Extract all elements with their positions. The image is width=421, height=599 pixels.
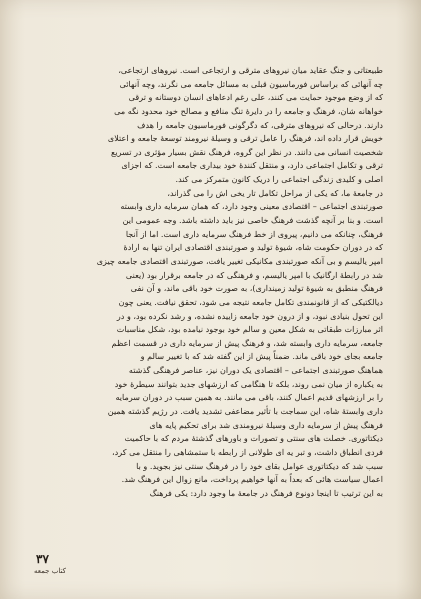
text-line: امپر یالیسم و بی آنکه صورتبندی مکانیکی تغییر یافت، صورتبندی اقتصادی جامعه چیزی <box>96 255 383 266</box>
text-line: سبب شد که دیکتاتوری عوامل بقای خود را در فرهنگ سنتی نیز بجوید. و با <box>136 460 383 471</box>
text-line: طبیعتاتی و جنگ عقاید میان نیروهای مترقی و ارتجاعی است. نیروهای ارتجاعی، <box>118 65 383 75</box>
text-line: صورتبندی اجتماعی – اقتصادی معینی وجود دارد، که همان سرمایه داری وابسته <box>120 201 383 212</box>
body-text <box>58 64 383 501</box>
text-line: اثر مبارزات طبقاتی به شکل معین و سالم خود بوجود نیامده بود، شکل مناسبات <box>116 324 383 335</box>
text-line: شد در رابطۀ ارگانیک با امپر یالیسم، و فرهنگی که در جامعه برقرار بود (یعنی <box>125 269 383 280</box>
text-line: به این ترتیب تا اینجا دونوع فرهنگ در جامعۀ ما وجود دارد: یکی فرهنگ <box>149 487 383 498</box>
text-line: چه آنهائی که براساس فورماسیون قبلی به مسائل جامعه می نگرند، وچه آنهائی <box>119 78 383 89</box>
text-line: دارند. درحالی که نیروهای مترقی، که دگرگونی فورماسیون جامعه را هدف <box>137 119 383 130</box>
text-line: است. و بنا بر آنچه گذشت فرهنگ خاصی نیز باید داشته باشد. وجه عمومی این <box>122 215 383 226</box>
text-line: در جامعۀ ما، که یکی از مراحل تکامل تار یخی اش را می گذراند، <box>167 187 383 198</box>
text-line: ترقی و تکامل اجتماعی دارد، و منتقل کنندۀ خود بیداری جامعه است. که اجزای <box>121 160 383 171</box>
text-line: اصلی و کلیدی زندگی اجتماعی را دریک کانون متمرکز می کند. <box>175 174 383 185</box>
text-line: که در دوران حکومت شاه، شیوۀ تولید و صورتبندی اقتصادی ایران تنها به ارادۀ <box>123 242 383 253</box>
text-line: جامعه بجای خود باقی ماند. ضمناً پیش از این گفته شد که با تغییر سالم و <box>140 351 383 362</box>
text-line: اعمال سیاست هائی که بعداً به آنها خواهیم پرداخت، مانع زوال این فرهنگ شد. <box>121 474 383 485</box>
text-line: دیالکتیکی که از قانونمندی تکامل جامعه نتیجه می شود، تحقق نیافت. یعنی چون <box>118 296 383 307</box>
text-line: داری وابستۀ شاه، این سماجت با تأثیر مضاعفی تشدید یافت. در رژیم گذشته همین <box>107 406 383 417</box>
text-line: که از وضع موجود حمایت می کنند، علی رغم ادعاهای انسان دوستانه و ترقی <box>128 92 383 103</box>
text-line: جامعه، سرمایه داری وابسته شد، و فرهنگ پیش از سرمایه داری در قسمت اعظم <box>111 337 383 348</box>
footer-signature: کتاب جمعه <box>34 567 66 575</box>
text-line: را بر ارزشهای قدیم اعمال کنند، باقی می مانند. به همین سبب در دوران سرمایه <box>115 392 383 403</box>
text-line: فرهنگ، چنانکه می دانیم، پیروی از خط فرهنگ سرمایه داری است. اما از آنجا <box>125 228 383 239</box>
text-line: شخصیت انسانی می دانند. در نظر این گروه، فرهنگ نقش بسیار مؤثری در تسریع <box>111 146 383 157</box>
text-line: این تحول بنیادی نبود، و از درون خود جامعه زاییده نشده، و رشد نکرده بود، و در <box>116 310 383 321</box>
text-line: دیکتاتوری. خصلت های سنتی و تصورات و باورهای گذشتۀ مردم که با حاکمیت <box>124 433 383 444</box>
text-line: فرهنگ منطبق به شیوۀ تولید زمینداری)، به صورت خود باقی ماند، و آن نفی <box>130 283 383 294</box>
text-line: به یکباره از میان نمی روند، بلکه تا هنگامی که ارزشهای جدید بتوانند سیطرۀ خود <box>114 378 383 389</box>
text-line: هماهنگ صورتبندی اجتماعی – اقتصادی یک دوران نیز، عناصر فرهنگی گذشته <box>128 365 383 376</box>
text-line: فرهنگ پیش از سرمایه داری وسیلۀ نیرومندی شد برای تحکیم پایه های <box>149 419 383 430</box>
text-line: فردی انطباق داشت، و تبر یه ای طولانی از رابطه با ستمشاهی را منتقل می کرد، <box>112 446 383 457</box>
page-number: ۳۷ <box>36 552 49 566</box>
text-line: خواهانه شان، فرهنگ و جامعه را در دایرۀ تنگ منافع و مصالح خود محدود نگه می <box>114 105 383 116</box>
text-line: خویش قرار داده اند، فرهنگ را عامل ترقی و وسیلۀ نیرومند توسعۀ جامعه و اعتلای <box>107 133 383 144</box>
